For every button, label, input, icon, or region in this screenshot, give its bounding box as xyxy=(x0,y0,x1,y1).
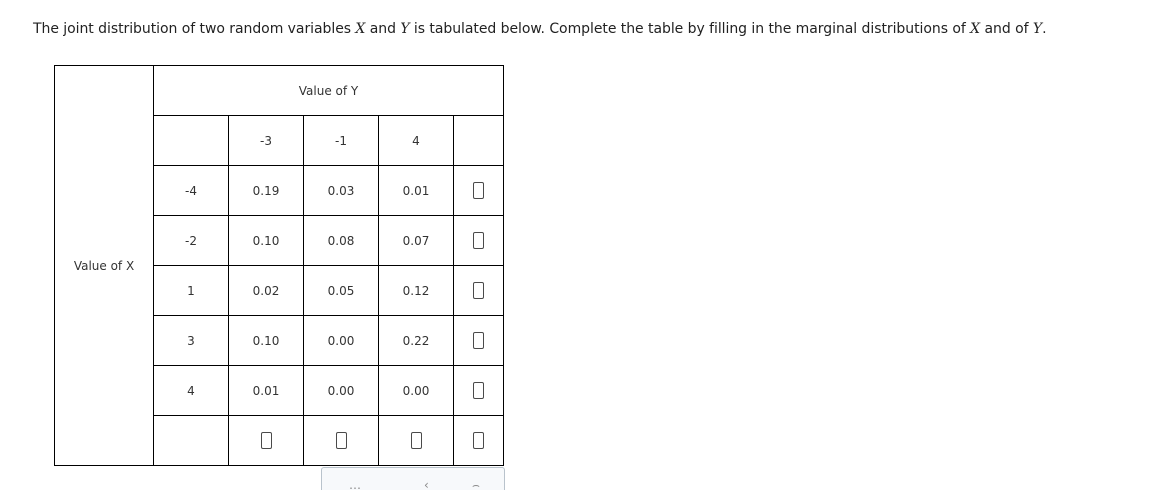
joint-probability: 0.01 xyxy=(379,166,454,216)
x-value: 3 xyxy=(154,316,229,366)
marginal-y-input[interactable] xyxy=(261,432,272,449)
marginal-x-cell xyxy=(454,266,504,316)
palette-symbol: ‹ xyxy=(424,478,429,490)
x-value: -2 xyxy=(154,216,229,266)
marginal-y-cell xyxy=(229,416,304,466)
joint-probability: 0.00 xyxy=(304,366,379,416)
marginal-x-input[interactable] xyxy=(473,332,484,349)
joint-probability: 0.05 xyxy=(304,266,379,316)
question-part-2: and xyxy=(365,21,401,37)
var-y-2: Y xyxy=(1032,21,1043,37)
joint-probability: 0.02 xyxy=(229,266,304,316)
corner-cell xyxy=(154,116,229,166)
marginal-x-cell xyxy=(454,366,504,416)
marginal-x-cell xyxy=(454,316,504,366)
question-part-4: and of xyxy=(980,21,1033,37)
question-text xyxy=(33,19,1046,39)
marginal-x-header-cell xyxy=(454,116,504,166)
marginal-x-cell xyxy=(454,216,504,266)
joint-probability: 0.12 xyxy=(379,266,454,316)
marginal-y-input[interactable] xyxy=(336,432,347,449)
question-part-5: . xyxy=(1042,21,1047,37)
var-y: Y xyxy=(400,21,410,37)
question-part-3: is tabulated below. Complete the table by filling in the marginal distributions of xyxy=(409,21,971,37)
y-value-header: -1 xyxy=(304,116,379,166)
palette-symbol: ⌢ xyxy=(472,478,480,490)
y-value-header: -3 xyxy=(229,116,304,166)
marginal-y-input[interactable] xyxy=(411,432,422,449)
y-axis-title: Value of Y xyxy=(298,83,359,98)
x-value: 4 xyxy=(154,366,229,416)
joint-probability: 0.22 xyxy=(379,316,454,366)
palette-symbol: … xyxy=(349,478,361,490)
joint-distribution-table xyxy=(54,65,504,466)
x-value: 1 xyxy=(154,266,229,316)
var-x: X xyxy=(355,21,366,37)
joint-probability: 0.10 xyxy=(229,316,304,366)
marginal-row-label-cell xyxy=(154,416,229,466)
joint-probability: 0.07 xyxy=(379,216,454,266)
joint-probability: 0.10 xyxy=(229,216,304,266)
marginal-x-input[interactable] xyxy=(473,282,484,299)
answer-palette-edge[interactable] xyxy=(321,467,505,490)
joint-probability: 0.00 xyxy=(304,316,379,366)
marginal-x-input[interactable] xyxy=(473,232,484,249)
marginal-y-cell xyxy=(379,416,454,466)
joint-probability: 0.19 xyxy=(229,166,304,216)
marginal-x-input[interactable] xyxy=(473,382,484,399)
grand-total-cell xyxy=(454,416,504,466)
joint-probability: 0.08 xyxy=(304,216,379,266)
question-part-1: The joint distribution of two random variables xyxy=(33,21,356,37)
marginal-y-cell xyxy=(304,416,379,466)
grand-total-input[interactable] xyxy=(473,432,484,449)
var-x-2: X xyxy=(970,21,981,37)
y-value-header: 4 xyxy=(379,116,454,166)
marginal-x-input[interactable] xyxy=(473,182,484,199)
marginal-x-cell xyxy=(454,166,504,216)
y-axis-title-cell xyxy=(154,66,504,116)
x-axis-title: Value of X xyxy=(73,258,135,273)
joint-probability: 0.01 xyxy=(229,366,304,416)
x-axis-title-cell xyxy=(55,66,154,466)
joint-probability: 0.03 xyxy=(304,166,379,216)
joint-probability: 0.00 xyxy=(379,366,454,416)
x-value: -4 xyxy=(154,166,229,216)
